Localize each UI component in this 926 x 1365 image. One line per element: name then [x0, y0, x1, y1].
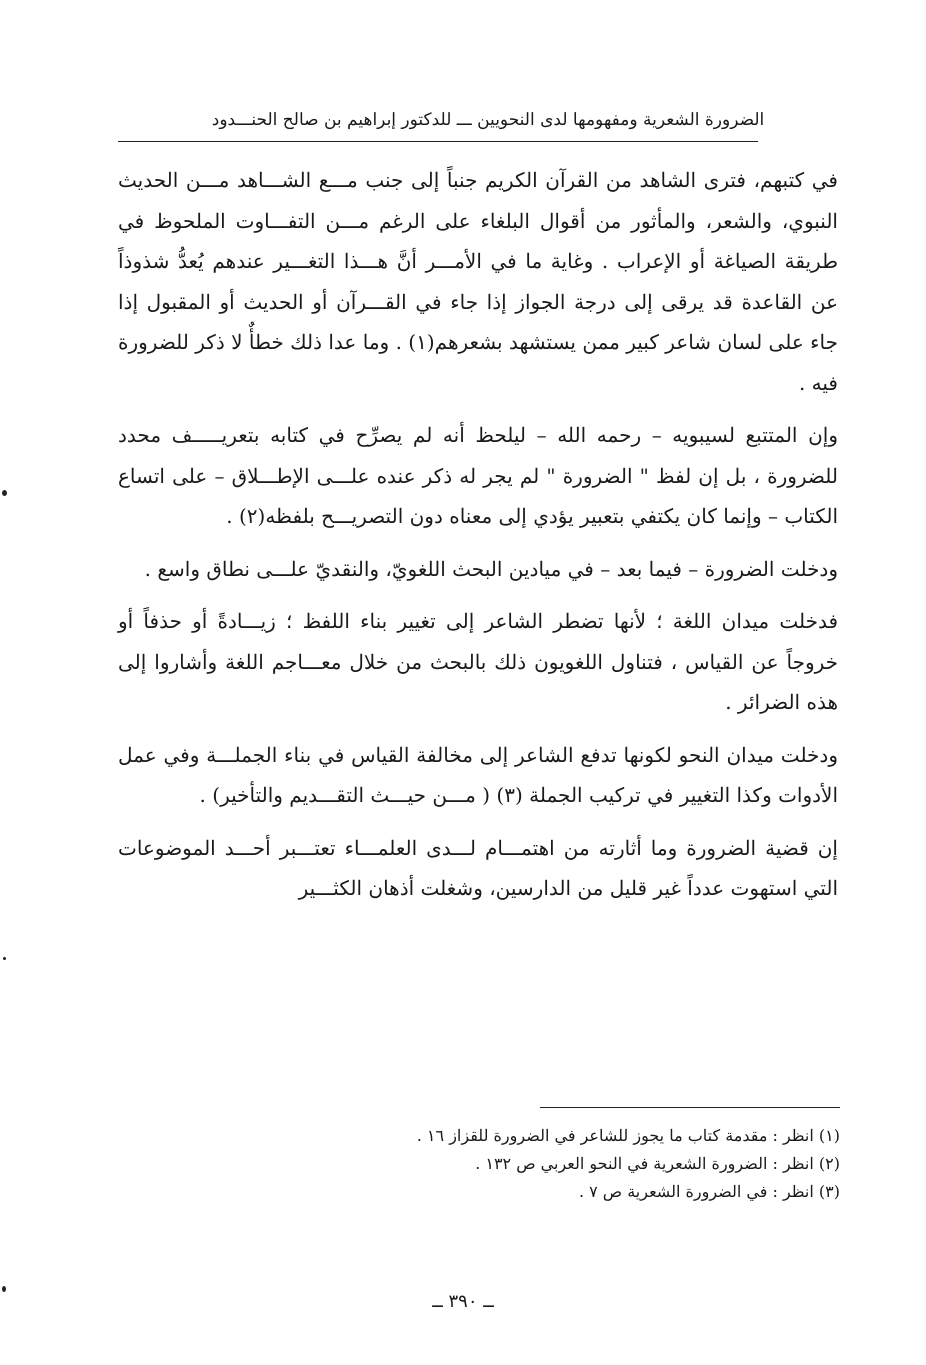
- footnote: (٣) انظر : في الضرورة الشعرية ص ٧ .: [578, 1182, 840, 1201]
- footnote: (٢) انظر : الضرورة الشعرية في النحو العربي ص ١٣٢ .: [475, 1154, 840, 1173]
- paragraph: وإن المتتبع لسيبويه – رحمه الله – ليلحظ أنه لم يصرِّح في كتابه بتعريـــــف محدد للضرورة ، بل إن لفظ " الضرورة " لم يجر له ذكر عنده علـــى الإطـــلاق – على اتساع الكتاب – وإنما كان يكتفي بتعبير يؤدي إلى معناه دون التصريـــح بلفظه(٢) .: [118, 423, 838, 528]
- scan-speck: [2, 490, 7, 496]
- header-rule: [118, 141, 758, 142]
- paragraph: ودخلت ميدان النحو لكونها تدفع الشاعر إلى مخالفة القياس في بناء الجملـــة وفي عمل الأدوات وكذا التغيير في تركيب الجملة (٣) ( مـــن حيـــث التقـــديم والتأخير) .: [118, 742, 838, 807]
- running-header: الضرورة الشعرية ومفهومها لدى النحويين ـــ للدكتور إبراهيم بن صالح الحنـــدود: [211, 110, 765, 130]
- footnote-rule: [540, 1107, 840, 1108]
- paragraph: في كتبهم، فترى الشاهد من القرآن الكريم جنباً إلى جنب مـــع الشـــاهد مـــن الحديث النبوي، والشعر، والمأثور من أقوال البلغاء على الرغم مـــن التفـــاوت الملحوظ في طريقة الصياغة أو الإعراب . وغاية ما في الأمـــر أنَّ هـــذا التغـــير عندهم يُعدُّ شذوذاً عن القاعدة قد يرقى إلى درجة الجواز إذا جاء في القـــرآن أو الحديث أو المقبول إذا جاء على لسان شاعر كبير ممن يستشهد بشعرهم(١) . وما عدا ذلك خطأٌ لا ذكر للضرورة فيه .: [118, 168, 838, 395]
- paragraph: إن قضية الضرورة وما أثارته من اهتمـــام لـــدى العلمـــاء تعتـــبر أحـــد الموضوعات التي استهوت عدداً غير قليل من الدارسين، وشغلت أذهان الكثـــير: [118, 835, 838, 900]
- paragraph: ودخلت الضرورة – فيما بعد – في ميادين البحث اللغويّ، والنقديّ علـــى نطاق واسع .: [144, 556, 838, 581]
- scan-speck: [2, 1286, 6, 1292]
- paragraph: فدخلت ميدان اللغة ؛ لأنها تضطر الشاعر إلى تغيير بناء اللفظ ؛ زيـــادةً أو حذفاً أو خروجاً عن القياس ، فتناول اللغويون ذلك بالبحث من خلال معـــاجم اللغة وأشاروا إلى هذه الضرائر .: [118, 609, 838, 714]
- page-number: ــ ٣٩٠ ــ: [432, 1291, 494, 1312]
- scan-speck: [3, 957, 6, 960]
- body-text: [118, 160, 838, 921]
- footnote: (١) انظر : مقدمة كتاب ما يجوز للشاعر في الضرورة للقزاز ١٦ .: [416, 1126, 840, 1145]
- footnotes: [320, 1122, 840, 1206]
